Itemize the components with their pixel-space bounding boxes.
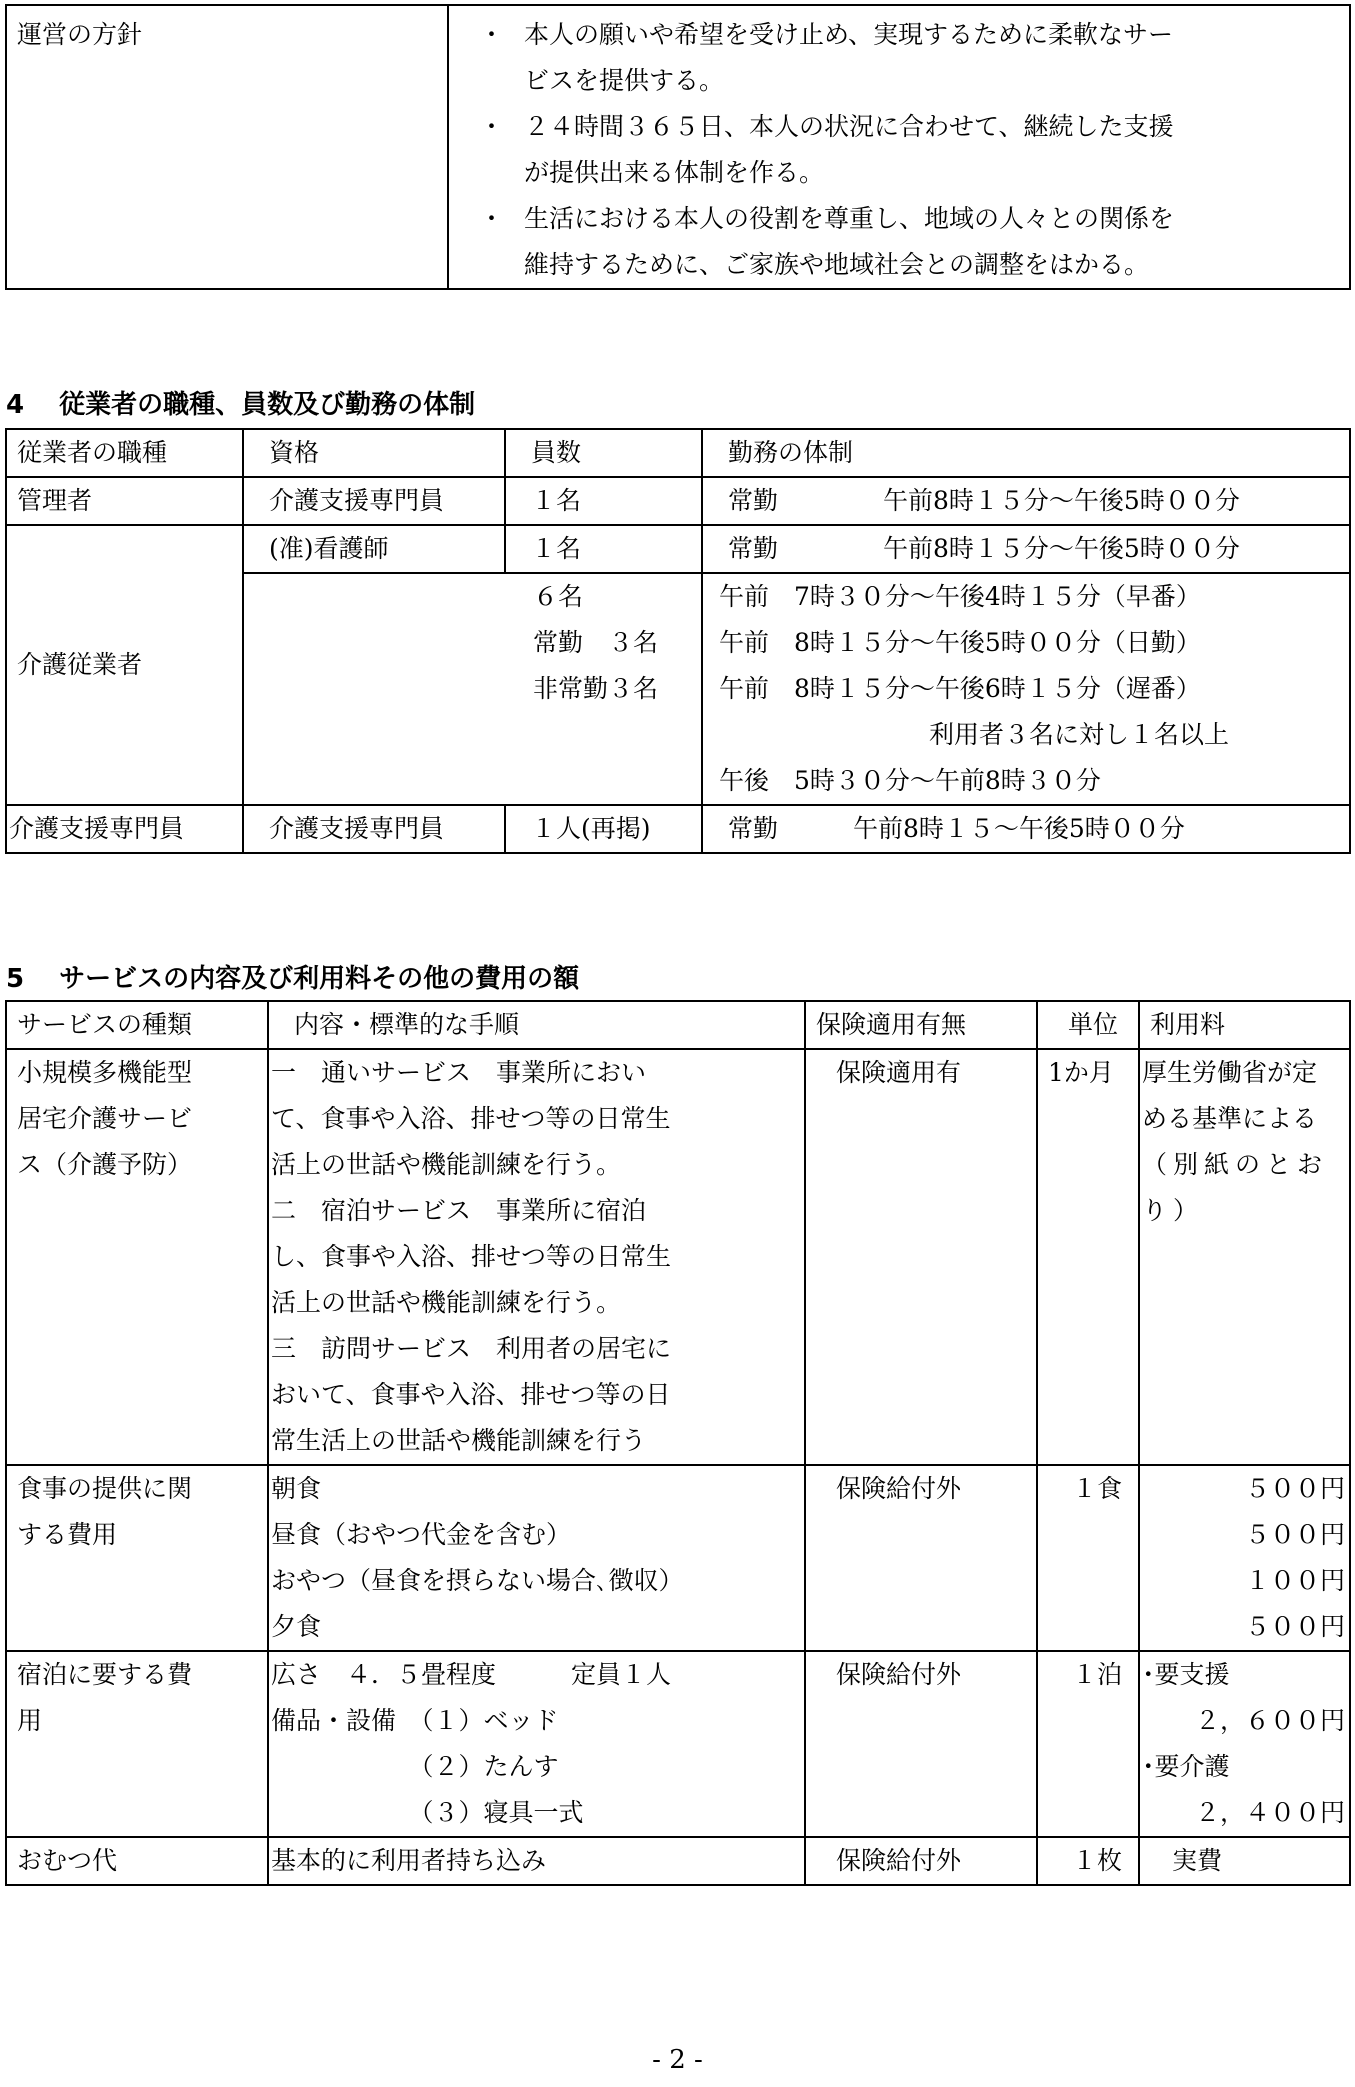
nurse-type: 常勤: [728, 534, 779, 563]
fee-insurance-line: 保険適用有: [836, 1058, 962, 1087]
staff-header-row: [6, 429, 1350, 477]
fee-cell-unit: [1037, 1837, 1139, 1885]
policy-bullet-line: 維持するために、ご家族や地域社会との調整をはかる。: [524, 250, 1150, 279]
fee-fee-line: ５００円: [1244, 1520, 1345, 1549]
fees-header-unit: 単位: [1037, 1001, 1139, 1049]
fee-fee-line: ５００円: [1244, 1474, 1345, 1503]
fee-fee-line: 厚生労働省が定: [1142, 1058, 1318, 1087]
care-count-parttime: 非常勤３名: [533, 674, 659, 703]
policy-table: [5, 4, 1351, 290]
fee-type-line: 用: [17, 1706, 43, 1735]
fee-fee-line: ･要介護: [1142, 1752, 1230, 1781]
fee-fee-line: ２，６００円: [1194, 1706, 1345, 1735]
fee-content-line: 朝食: [271, 1474, 322, 1503]
page-number: - 2 -: [652, 2045, 703, 2075]
care-shift-night: 午後 5時３０分～午前8時３０分: [719, 766, 1101, 795]
fee-content-line: おやつ（昼食を摂らない場合､徴収）: [271, 1566, 684, 1595]
nurse-schedule: [702, 525, 1350, 573]
fee-content-line: 基本的に利用者持ち込み: [271, 1846, 547, 1875]
fee-insurance-line: 保険給付外: [836, 1660, 962, 1689]
staff-row-cm: [6, 805, 1350, 853]
care-count-total: ６名: [533, 582, 584, 611]
bullet-mark: ・: [479, 112, 505, 141]
fee-content-line: 広さ ４．５畳程度 定員１人: [271, 1660, 672, 1689]
cm-hours: 午前8時１５～午後5時００分: [853, 814, 1185, 843]
fee-type-line: ス（介護予防）: [17, 1150, 193, 1179]
fees-table: [5, 1000, 1351, 1886]
fee-fee-line: ･要支援: [1142, 1660, 1230, 1689]
cm-role: 介護支援専門員: [6, 805, 243, 853]
fee-type-line: 宿泊に要する費: [17, 1660, 193, 1689]
care-shift-early: 午前 7時３０分～午後4時１５分（早番）: [719, 582, 1201, 611]
staff-header-role: 従業者の職種: [6, 429, 243, 477]
fee-content-line: し、食事や入浴、排せつ等の日常生: [271, 1242, 672, 1271]
fee-type-line: 食事の提供に関: [17, 1474, 193, 1503]
staff-header-count: 員数: [505, 429, 702, 477]
care-count-fulltime: 常勤 ３名: [533, 628, 659, 657]
manager-count: １名: [505, 477, 702, 525]
fee-cell-insurance: [805, 1651, 1037, 1837]
fee-content-line: 昼食（おやつ代金を含む）: [271, 1520, 572, 1549]
policy-content: [448, 5, 1350, 289]
fee-content-line: （２）たんす: [271, 1752, 559, 1781]
fee-type-line: おむつ代: [17, 1846, 118, 1875]
fee-cell-content: [268, 1465, 805, 1651]
cm-count: １人(再掲): [505, 805, 702, 853]
care-shift-day: 午前 8時１５分～午後5時００分（日勤）: [719, 628, 1201, 657]
fee-fee-line: ２，４００円: [1194, 1798, 1345, 1827]
section5-title: 5 サービスの内容及び利用料その他の費用の額: [6, 964, 580, 994]
fee-cell-content: [268, 1049, 805, 1465]
fee-cell-fee: [1139, 1049, 1350, 1465]
cm-type: 常勤: [728, 814, 779, 843]
fees-header-type: サービスの種類: [6, 1001, 268, 1049]
fee-fee-line: り）: [1142, 1196, 1205, 1225]
fee-insurance-line: 保険給付外: [836, 1474, 962, 1503]
fee-cell-content: [268, 1651, 805, 1837]
fee-cell-unit: [1037, 1651, 1139, 1837]
manager-hours: 午前8時１５分～午後5時００分: [883, 486, 1240, 515]
cm-schedule: [702, 805, 1350, 853]
policy-bullet: [479, 104, 1339, 196]
fee-content-line: 二 宿泊サービス 事業所に宿泊: [271, 1196, 647, 1225]
fee-unit-line: １泊: [1072, 1660, 1123, 1689]
policy-label: 運営の方針: [6, 5, 448, 289]
manager-schedule: [702, 477, 1350, 525]
staff-header-qual: 資格: [243, 429, 505, 477]
fee-type-line: 居宅介護サービ: [17, 1104, 193, 1133]
nurse-hours: 午前8時１５分～午後5時００分: [883, 534, 1240, 563]
fee-content-line: て、食事や入浴、排せつ等の日常生: [271, 1104, 671, 1133]
staff-table: [5, 428, 1351, 854]
fee-row: [6, 1465, 1350, 1651]
fees-header-content: 内容・標準的な手順: [268, 1001, 805, 1049]
care-counts: [505, 573, 702, 805]
fee-cell-content: [268, 1837, 805, 1885]
fee-content-line: （３）寝具一式: [271, 1798, 584, 1827]
cm-qual: 介護支援専門員: [243, 805, 505, 853]
fee-cell-fee: [1139, 1837, 1350, 1885]
bullet-mark: ・: [479, 20, 505, 49]
fee-cell-insurance: [805, 1837, 1037, 1885]
fee-cell-fee: [1139, 1465, 1350, 1651]
fee-type-line: する費用: [17, 1520, 118, 1549]
section4-title: 4 従業者の職種、員数及び勤務の体制: [6, 390, 476, 420]
policy-bullet-line: が提供出来る体制を作る。: [524, 158, 825, 187]
care-ratio-note: 利用者３名に対し１名以上: [929, 720, 1230, 749]
fees-header-fee: 利用料: [1139, 1001, 1350, 1049]
manager-type: 常勤: [728, 486, 779, 515]
fee-content-line: 備品・設備 （１）ベッド: [271, 1706, 559, 1735]
manager-qual: 介護支援専門員: [243, 477, 505, 525]
fee-fee-line: ５００円: [1244, 1612, 1345, 1641]
bullet-mark: ・: [479, 204, 505, 233]
staff-row-manager: [6, 477, 1350, 525]
manager-role: 管理者: [6, 477, 243, 525]
care-qual: [243, 573, 505, 805]
policy-bullet-line: ビスを提供する。: [524, 66, 725, 95]
fee-cell-type: [6, 1837, 268, 1885]
fee-cell-type: [6, 1465, 268, 1651]
fee-content-line: 夕食: [271, 1612, 322, 1641]
fee-row: [6, 1049, 1350, 1465]
fee-fee-line: 実費: [1172, 1846, 1223, 1875]
fee-content-line: 活上の世話や機能訓練を行う。: [271, 1288, 622, 1317]
care-schedule: [702, 573, 1350, 805]
policy-bullet-line: ２４時間３６５日、本人の状況に合わせて、継続した支援: [524, 112, 1174, 141]
fee-content-line: 三 訪問サービス 利用者の居宅に: [271, 1334, 672, 1363]
fee-cell-unit: [1037, 1049, 1139, 1465]
fee-unit-line: １食: [1072, 1474, 1123, 1503]
fee-row: [6, 1837, 1350, 1885]
policy-bullet: [479, 12, 1339, 104]
policy-bullet-line: 本人の願いや希望を受け止め、実現するために柔軟なサー: [524, 20, 1174, 49]
fee-content-line: 常生活上の世話や機能訓練を行う: [271, 1426, 647, 1455]
fees-header-row: [6, 1001, 1350, 1049]
policy-bullet: [479, 196, 1339, 288]
fee-fee-line: （別紙のとお: [1142, 1150, 1329, 1179]
fee-row: [6, 1651, 1350, 1837]
fee-cell-unit: [1037, 1465, 1139, 1651]
fee-unit-line: １枚: [1072, 1846, 1123, 1875]
nurse-qual: (准)看護師: [243, 525, 505, 573]
fee-cell-insurance: [805, 1465, 1037, 1651]
staff-header-schedule: 勤務の体制: [702, 429, 1350, 477]
fee-cell-insurance: [805, 1049, 1037, 1465]
staff-row-nurse: [6, 525, 1350, 573]
fee-fee-line: １００円: [1244, 1566, 1345, 1595]
fee-unit-line: 1か月: [1048, 1058, 1114, 1087]
care-shift-late: 午前 8時１５分～午後6時１５分（遅番）: [719, 674, 1201, 703]
fee-content-line: 一 通いサービス 事業所におい: [271, 1058, 647, 1087]
nurse-count: １名: [505, 525, 702, 573]
fee-type-line: 小規模多機能型: [17, 1058, 193, 1087]
fees-header-insurance: 保険適用有無: [805, 1001, 1037, 1049]
policy-bullet-line: 生活における本人の役割を尊重し、地域の人々との関係を: [524, 204, 1175, 233]
fee-content-line: おいて、食事や入浴、排せつ等の日: [271, 1380, 671, 1409]
care-role: 介護従業者: [6, 525, 243, 805]
fee-cell-fee: [1139, 1651, 1350, 1837]
fee-cell-type: [6, 1049, 268, 1465]
fee-cell-type: [6, 1651, 268, 1837]
fee-insurance-line: 保険給付外: [836, 1846, 962, 1875]
fee-fee-line: める基準による: [1142, 1104, 1318, 1133]
fee-content-line: 活上の世話や機能訓練を行う。: [271, 1150, 622, 1179]
